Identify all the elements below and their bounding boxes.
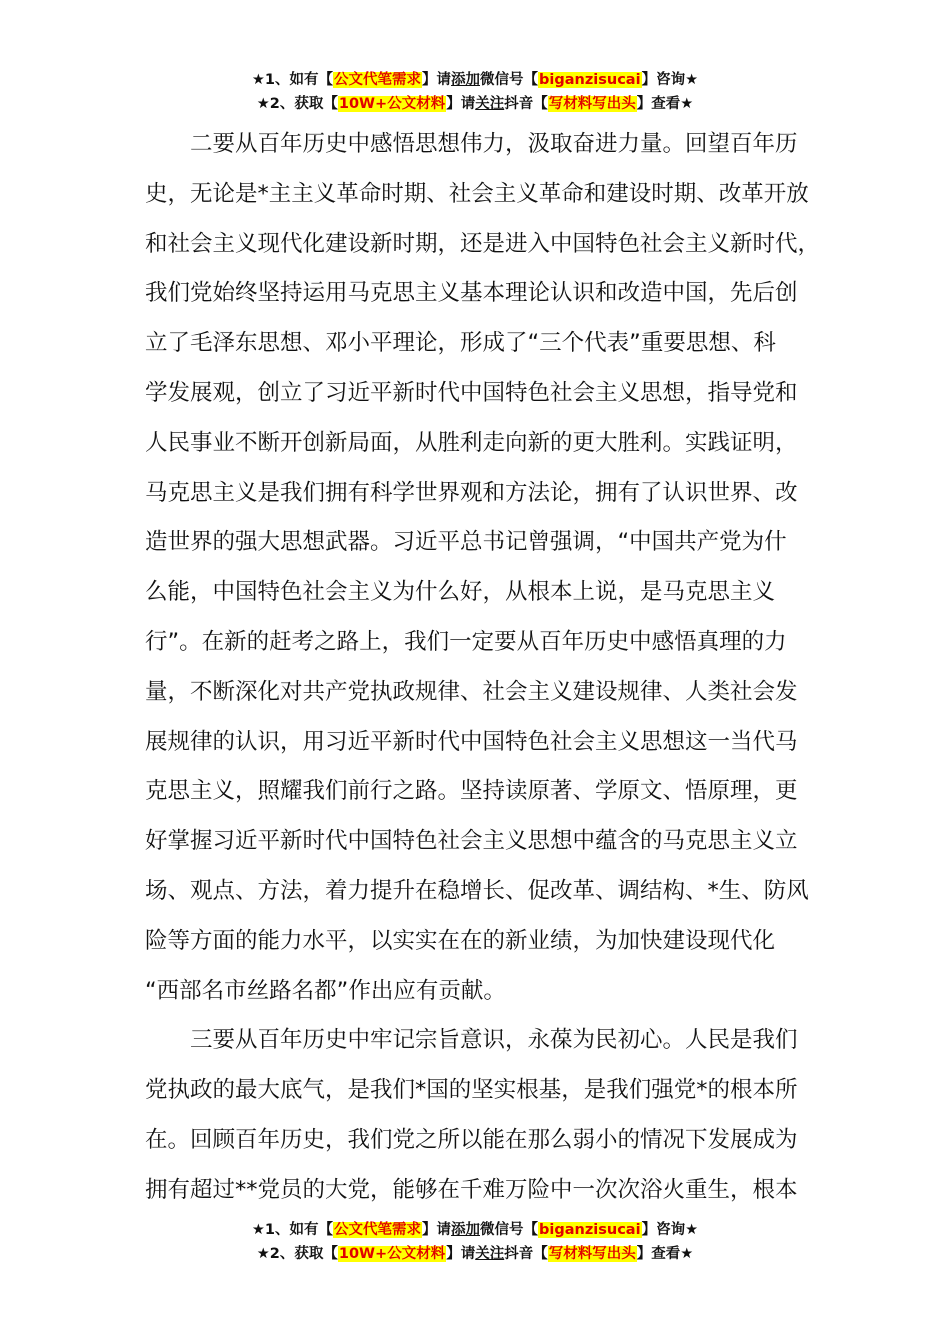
banner-wechat-id: biganzisucai [539,1222,641,1238]
text-line: 人民事业不断开创新局面，从胜利走向新的更大胜利。实践证明， [145,429,798,456]
banner-highlight: 公文代笔需求 [334,1222,422,1238]
banner-line-1: ★1、如有【公文代笔需求】请添加微信号【biganzisucai】咨询★ [251,72,699,88]
text-line: 我们党始终坚持运用马克思主义基本理论认识和改造中国，先后创 [145,280,798,307]
text-line: 二要从百年历史中感悟思想伟力，汲取奋进力量。回望百年历 [145,131,798,157]
text-line: 学发展观，创立了习近平新时代中国特色社会主义思想，指导党和 [145,379,798,406]
text-line: 马克思主义是我们拥有科学世界观和方法论，拥有了认识世界、改 [145,479,798,506]
footer-line-1: ★1、如有【公文代笔需求】请添加微信号【biganzisucai】咨询★ [251,1222,699,1238]
text-line: 好掌握习近平新时代中国特色社会主义思想中蕴含的马克思主义立 [145,828,798,855]
text-line: 在。回顾百年历史，我们党之所以能在那么弱小的情况下发展成为 [145,1126,798,1153]
banner-highlight: 10W+公文材料 [338,96,446,112]
text-line: 行”。在新的赶考之路上，我们一定要从百年历史中感悟真理的力 [145,628,787,655]
banner-douyin-id: 写材料写出头 [548,96,636,112]
text-line: 场、观点、方法，着力提升在稳增长、促改革、调结构、*生、防风 [145,877,809,904]
document-body [145,120,821,1216]
banner-wechat-id: biganzisucai [539,72,641,88]
text-line: 和社会主义现代化建设新时期，还是进入中国特色社会主义新时代， [145,230,821,257]
text-line: 党执政的最大底气，是我们*国的坚实根基，是我们强党*的根本所 [145,1077,798,1104]
text-line: 么能，中国特色社会主义为什么好，从根本上说，是马克思主义 [145,579,776,606]
text-line: “西部名市丝路名都”作出应有贡献。 [145,977,506,1004]
text-line: 量，不断深化对共产党执政规律、社会主义建设规律、人类社会发 [145,678,798,705]
footer-banner [0,1218,950,1266]
text-line: 三要从百年历史中牢记宗旨意识，永葆为民初心。人民是我们 [145,1027,798,1054]
header-banner [0,68,950,116]
banner-highlight: 10W+公文材料 [338,1246,446,1262]
banner-highlight: 公文代笔需求 [334,72,422,88]
banner-line-2: ★2、获取【10W+公文材料】请关注抖音【写材料写出头】查看★ [256,96,694,112]
banner-douyin-id: 写材料写出头 [548,1246,636,1262]
text-line: 险等方面的能力水平，以实实在在的新业绩，为加快建设现代化 [145,927,776,954]
text-line: 史，无论是*主主义革命时期、社会主义革命和建设时期、改革开放 [145,180,809,207]
text-line: 拥有超过**党员的大党，能够在千难万险中一次次浴火重生，根本 [145,1176,798,1203]
text-line: 展规律的认识，用习近平新时代中国特色社会主义思想这一当代马 [145,728,798,755]
text-line: 克思主义，照耀我们前行之路。坚持读原著、学原文、悟原理，更 [145,778,798,805]
text-line: 立了毛泽东思想、邓小平理论，形成了“三个代表”重要思想、科 [145,330,776,357]
footer-line-2: ★2、获取【10W+公文材料】请关注抖音【写材料写出头】查看★ [256,1246,694,1262]
text-line: 造世界的强大思想武器。习近平总书记曾强调，“中国共产党为什 [145,529,787,556]
